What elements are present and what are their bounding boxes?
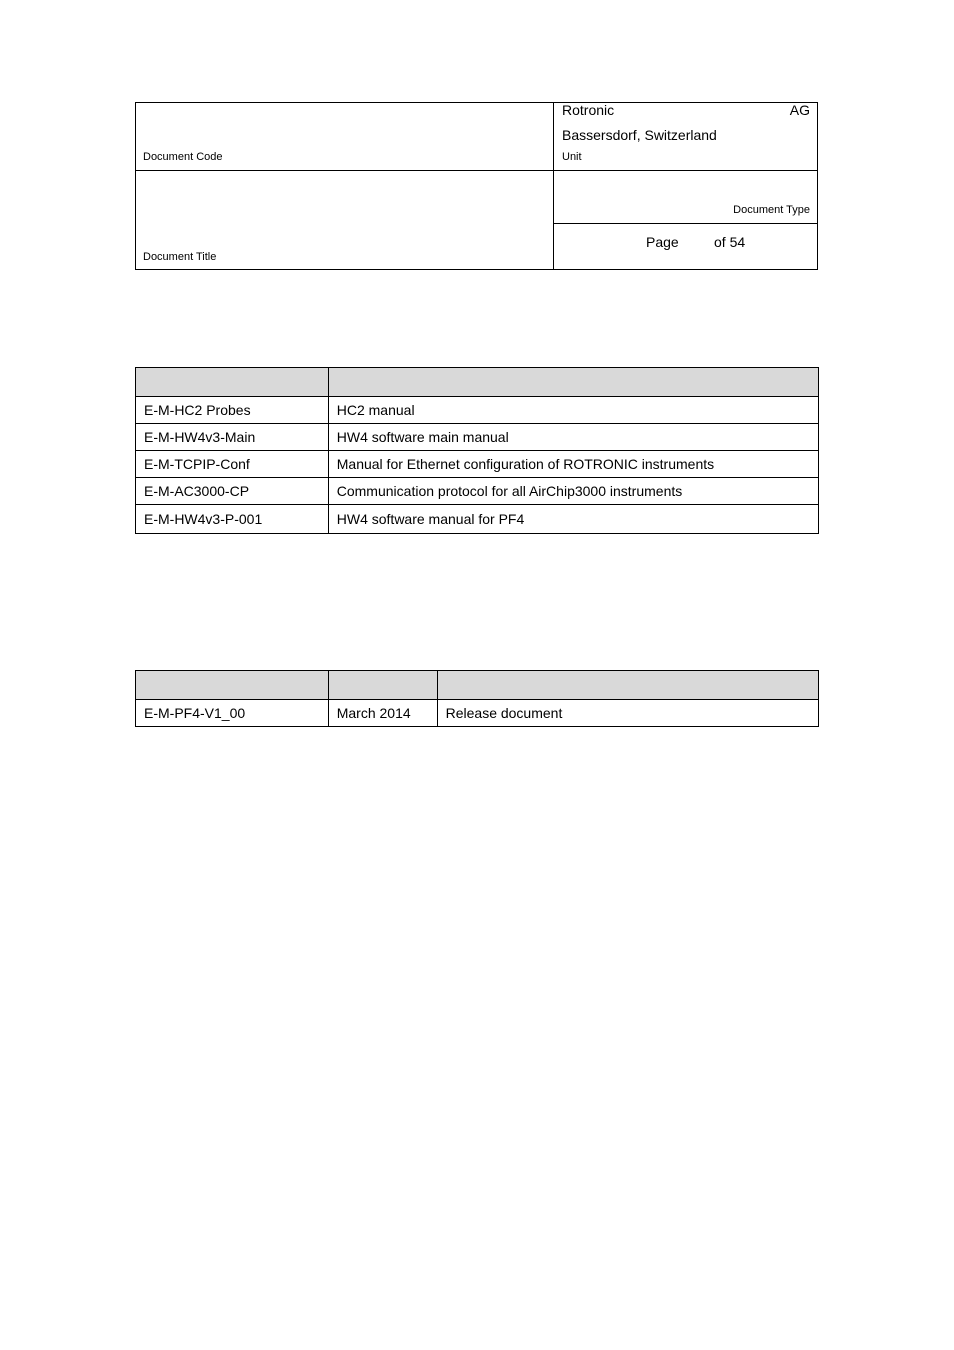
table-row [136, 505, 819, 534]
reference-code: E-M-HW4v3-Main [136, 424, 329, 451]
revisions-table [135, 670, 819, 727]
references-header-cell [136, 368, 329, 397]
revisions-header-cell [328, 671, 437, 700]
document-title-label: Document Title [143, 251, 217, 263]
table-row [136, 424, 819, 451]
reference-description: HC2 manual [328, 397, 818, 424]
reference-code: E-M-AC3000-CP [136, 478, 329, 505]
document-type-label: Document Type [733, 204, 810, 216]
table-row [136, 700, 819, 727]
revision-code: E-M-PF4-V1_00 [136, 700, 329, 727]
revision-date: March 2014 [328, 700, 437, 727]
company-location: Bassersdorf, Switzerland [562, 127, 717, 143]
header-horizontal-divider [135, 170, 818, 171]
reference-description: Manual for Ethernet configuration of ROTRONIC instruments [328, 451, 818, 478]
page-label: Page [646, 234, 679, 250]
header-vertical-divider [553, 102, 554, 270]
reference-code: E-M-HW4v3-P-001 [136, 505, 329, 534]
reference-description: HW4 software main manual [328, 424, 818, 451]
table-row [136, 451, 819, 478]
unit-label: Unit [562, 151, 582, 163]
document-code-label: Document Code [143, 151, 223, 163]
reference-description: HW4 software manual for PF4 [328, 505, 818, 534]
references-header-row [136, 368, 819, 397]
header-page-divider [553, 223, 818, 224]
reference-description: Communication protocol for all AirChip3000 instruments [328, 478, 818, 505]
table-row [136, 397, 819, 424]
company-name: Rotronic [562, 102, 615, 118]
revision-description: Release document [437, 700, 818, 727]
table-row [136, 478, 819, 505]
reference-code: E-M-HC2 Probes [136, 397, 329, 424]
company-suffix: AG [789, 102, 810, 118]
page-total: of 54 [714, 234, 746, 250]
reference-code: E-M-TCPIP-Conf [136, 451, 329, 478]
revisions-header-cell [437, 671, 818, 700]
references-table [135, 367, 819, 534]
references-header-cell [328, 368, 818, 397]
revisions-header-row [136, 671, 819, 700]
revisions-header-cell [136, 671, 329, 700]
